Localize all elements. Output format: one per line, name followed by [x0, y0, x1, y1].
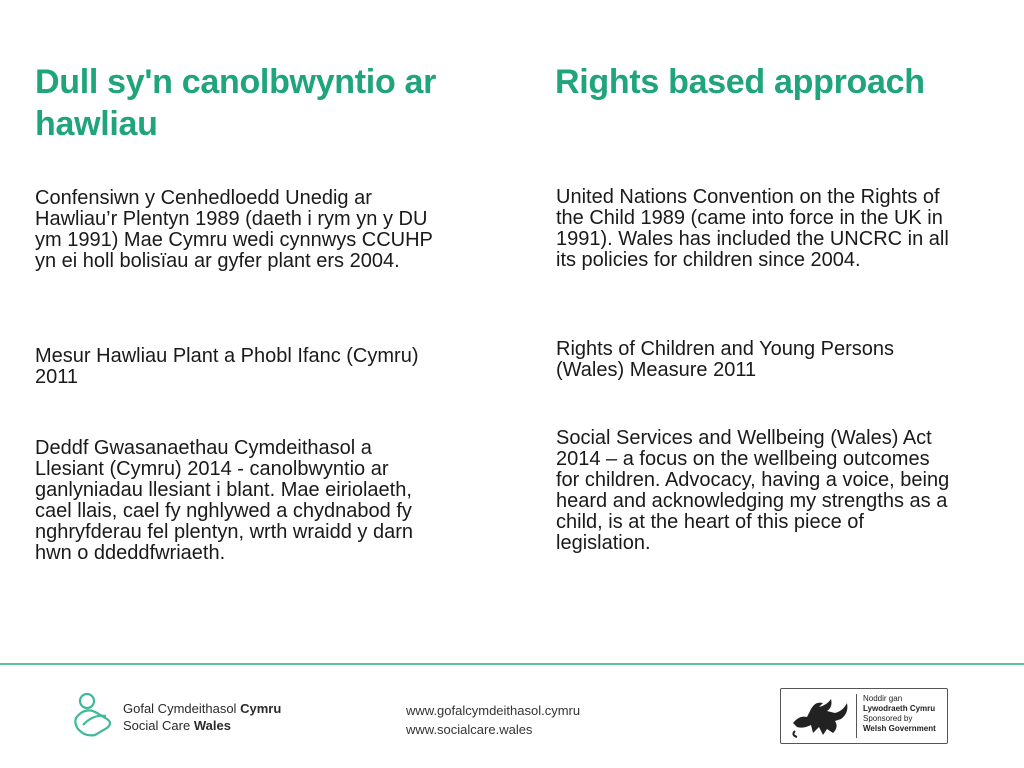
sponsor-line3: Sponsored by	[863, 714, 913, 723]
footer-divider	[0, 663, 1024, 665]
sponsor-divider	[856, 694, 857, 738]
english-paragraph-measure: Rights of Children and Young Persons (Wales) Measure 2011	[556, 338, 895, 381]
logo-line1-regular: Gofal Cymdeithasol	[123, 701, 237, 716]
welsh-government-sponsor-badge	[780, 688, 948, 744]
logo-line2-regular: Social Care	[123, 718, 191, 733]
welsh-paragraph-uncrc: Confensiwn y Cenhedloedd Unedig ar Hawliau’r Plentyn 1989 (daeth i rym yn y DU ym 1991) Mae Cymru wedi cynnwys CCUHP yn ei holl bolisïau ar gyfer plant ers 2004.	[35, 187, 433, 272]
welsh-paragraph-measure: Mesur Hawliau Plant a Phobl Ifanc (Cymru) 2011	[35, 345, 419, 388]
logo-line2-bold: Wales	[193, 718, 231, 733]
welsh-paragraph-act: Deddf Gwasanaethau Cymdeithasol a Llesiant (Cymru) 2014 - canolbwyntio ar ganlyniadau llesiant i blant. Mae eiriolaeth, cael llais, cael fy nghlywed a chydnabod fy nghryfderau fel plentyn, wrth wraidd y darn hwn o ddeddfwriaeth.	[35, 437, 413, 564]
sponsor-line2: Lywodraeth Cymru	[863, 704, 936, 713]
social-care-wales-logo-icon	[73, 692, 117, 738]
url-english[interactable]: www.socialcare.wales	[406, 722, 533, 737]
welsh-heading: Dull sy'n canolbwyntio ar hawliau	[35, 63, 437, 143]
sponsor-line1: Noddir gan	[863, 694, 903, 703]
logo-wordmark	[123, 700, 281, 734]
english-heading: Rights based approach	[555, 63, 925, 101]
logo-line1-bold: Cymru	[240, 701, 282, 716]
sponsor-text	[863, 694, 936, 734]
welsh-dragon-icon	[789, 693, 851, 739]
social-care-wales-logo	[73, 692, 303, 738]
url-welsh[interactable]: www.gofalcymdeithasol.cymru	[406, 703, 581, 718]
english-paragraph-act: Social Services and Wellbeing (Wales) Act 2014 – a focus on the wellbeing outcomes for children. Advocacy, having a voice, being heard and acknowledging my strengths as a child, is at the heart of this piece of legislation.	[556, 427, 950, 554]
sponsor-line4: Welsh Government	[863, 724, 936, 733]
english-paragraph-uncrc: United Nations Convention on the Rights of the Child 1989 (came into force in the UK in 1991). Wales has included the UNCRC in all its policies for children since 2004.	[556, 186, 949, 271]
footer-urls	[406, 701, 580, 739]
